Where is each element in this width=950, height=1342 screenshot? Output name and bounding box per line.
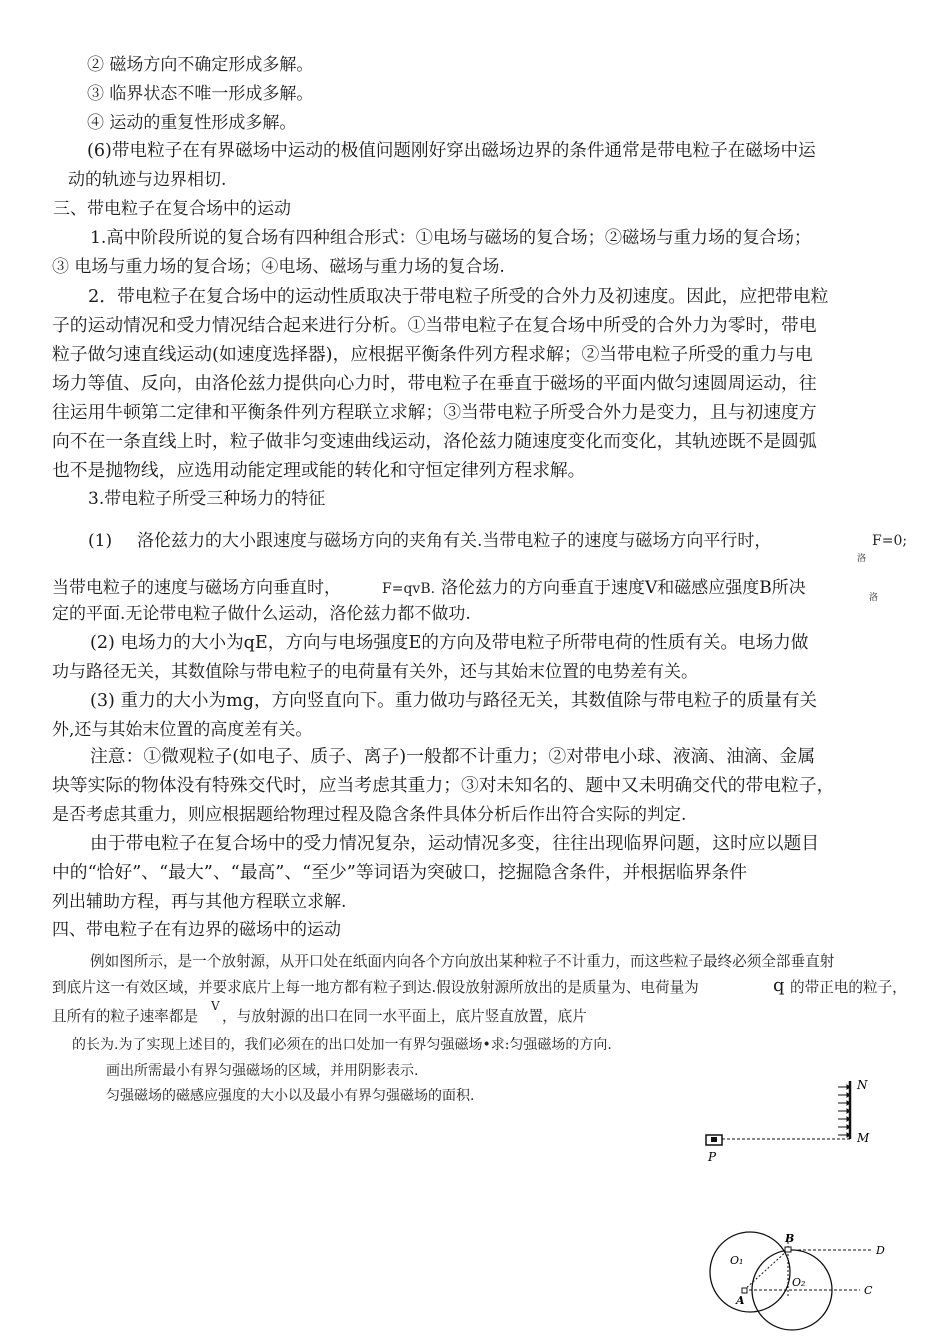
subscript: 洛 — [857, 554, 867, 564]
label-o2: O₂ — [792, 1276, 806, 1289]
chord — [744, 1250, 788, 1290]
source-opening — [711, 1137, 717, 1142]
text-line: 中的“恰好”、“最大”、“最高”、“至少”等词语为突破口，挖掘隐含条件，并根据临界条件 — [52, 862, 748, 883]
text-line: 定的平面.无论带电粒子做什么运动，洛伦兹力都不做功. — [52, 604, 471, 624]
text-line: 是否考虑其重力，则应根据题给物理过程及隐含条件具体分析后作出符合实际的判定. — [52, 805, 687, 825]
problem-line: 的长为.为了实现上述目的，我们必须在的出口处加一有界匀强磁场•求:匀强磁场的方向. — [72, 1037, 612, 1053]
problem-line: 例如图所示，是一个放射源，从开口处在纸面内向各个方向放出某种粒子不计重力，而这些粒子最终必须全部垂直射 — [90, 953, 835, 970]
section-heading: 四、带电粒子在有边界的磁场中的运动 — [52, 920, 341, 940]
label-a: A — [736, 1294, 745, 1307]
text-line: 动的轨迹与边界相切. — [68, 170, 227, 190]
problem-line: 的带正电的粒子， — [790, 979, 907, 996]
text-line: ② 磁场方向不确定形成多解。 — [87, 55, 314, 75]
text-line: 场力等值、反向，由洛伦兹力提供向心力时，带电粒子在垂直于磁场的平面内做匀速圆周运动，往 — [52, 373, 817, 394]
text-line: 注意：①微观粒子(如电子、质子、离子)一般都不计重力；②对带电小球、液滴、油滴、金属 — [90, 746, 816, 767]
label-d: D — [876, 1244, 885, 1257]
symbol: V — [211, 999, 220, 1013]
text-line: ④ 运动的重复性形成多解。 — [87, 113, 297, 133]
symbol: q — [773, 975, 785, 996]
text-line: 由于带电粒子在复合场中的受力情况复杂，运动情况多变，往往出现临界问题，这时应以题目 — [90, 833, 820, 854]
source-film-diagram — [700, 1075, 890, 1165]
problem-line: ，与放射源的出口在同一水平面上，底片竖直放置，底片 — [222, 1008, 587, 1025]
text-line: 列出辅助方程，再与其他方程联立求解. — [52, 892, 347, 912]
problem-line: 且所有的粒子速率都是 — [52, 1008, 198, 1025]
label-c: C — [864, 1284, 873, 1297]
text-line: 向不在一条直线上时，粒子做非匀变速曲线运动，洛伦兹力随速度变化而变化，其轨迹既不是圆弧 — [52, 431, 817, 452]
text-line: 功与路径无关，其数值除与带电粒子的电荷量有关外，还与其始末位置的电势差有关。 — [52, 662, 698, 682]
text-line: 1.高中阶段所说的复合场有四种组合形式：①电场与磁场的复合场；②磁场与重力场的复合场； — [90, 228, 812, 248]
circle-o1 — [710, 1232, 790, 1312]
point-a-marker — [742, 1288, 747, 1293]
label-o1: O₁ — [730, 1254, 744, 1267]
text-line: 往运用牛顿第二定律和平衡条件列方程联立求解；③当带电粒子所受合外力是变力，且与初速度方 — [52, 402, 817, 423]
text-line: 子的运动情况和受力情况结合起来进行分析。①当带电粒子在复合场中所受的合外力为零时，带电 — [52, 315, 817, 336]
text-line: 当带电粒子的速度与磁场方向垂直时， — [52, 578, 341, 598]
text-line: (3) 重力的大小为mg，方向竖直向下。重力做功与路径无关，其数值除与带电粒子的质量有关 — [90, 691, 818, 711]
formula: F=0; — [872, 533, 908, 549]
section-heading: 三、带电粒子在复合场中的运动 — [53, 199, 291, 219]
text-line: (2) 电场力的大小为qE，方向与电场强度E的方向及带电粒子所带电荷的性质有关。电场力做 — [90, 633, 809, 653]
point-b-marker — [785, 1247, 791, 1252]
text-line: 2．带电粒子在复合场中的运动性质取决于带电粒子所受的合外力及初速度。因此，应把带电粒 — [88, 286, 829, 307]
text-line: 洛伦兹力的大小跟速度与磁场方向的夹角有关.当带电粒子的速度与磁场方向平行时， — [137, 531, 772, 551]
label-n: N — [857, 1078, 868, 1092]
problem-line: 到底片这一有效区域，并要求底片上每一地方都有粒子到达.假设放射源所放出的是质量为、电荷量为 — [52, 979, 699, 996]
label-p: P — [708, 1150, 717, 1164]
text-line: (6)带电粒子在有界磁场中运动的极值问题刚好穿出磁场边界的条件通常是带电粒子在磁场中运 — [87, 141, 816, 161]
label-b: B — [785, 1232, 795, 1245]
label-m: M — [857, 1131, 870, 1145]
arrow-group — [838, 1085, 850, 1137]
text-line: 洛伦兹力的方向垂直于速度V和磁感应强度B所决 — [441, 578, 806, 598]
text-line: 块等实际的物体没有特殊交代时，应当考虑其重力；③对未知名的、题中又未明确交代的带电粒子， — [52, 775, 835, 796]
formula: F=qvB. — [382, 581, 436, 597]
text-line: 粒子做匀速直线运动(如速度选择器)，应根据平衡条件列方程求解；②当带电粒子所受的重力与电 — [52, 344, 813, 365]
problem-line: 画出所需最小有界匀强磁场的区域，并用阴影表示. — [106, 1063, 419, 1079]
text-line: ③ 临界状态不唯一形成多解。 — [87, 84, 314, 104]
item-number: (1) — [88, 531, 113, 551]
subscript: 洛 — [869, 593, 879, 603]
text-line: ③ 电场与重力场的复合场；④电场、磁场与重力场的复合场. — [52, 257, 505, 277]
circles-diagram — [700, 1220, 900, 1342]
problem-line: 匀强磁场的磁感应强度的大小以及最小有界匀强磁场的面积. — [106, 1088, 475, 1104]
text-line: 外,还与其始末位置的高度差有关。 — [52, 720, 313, 740]
text-line: 3.带电粒子所受三种场力的特征 — [88, 489, 326, 509]
text-line: 也不是抛物线，应选用动能定理或能的转化和守恒定律列方程求解。 — [52, 460, 586, 481]
